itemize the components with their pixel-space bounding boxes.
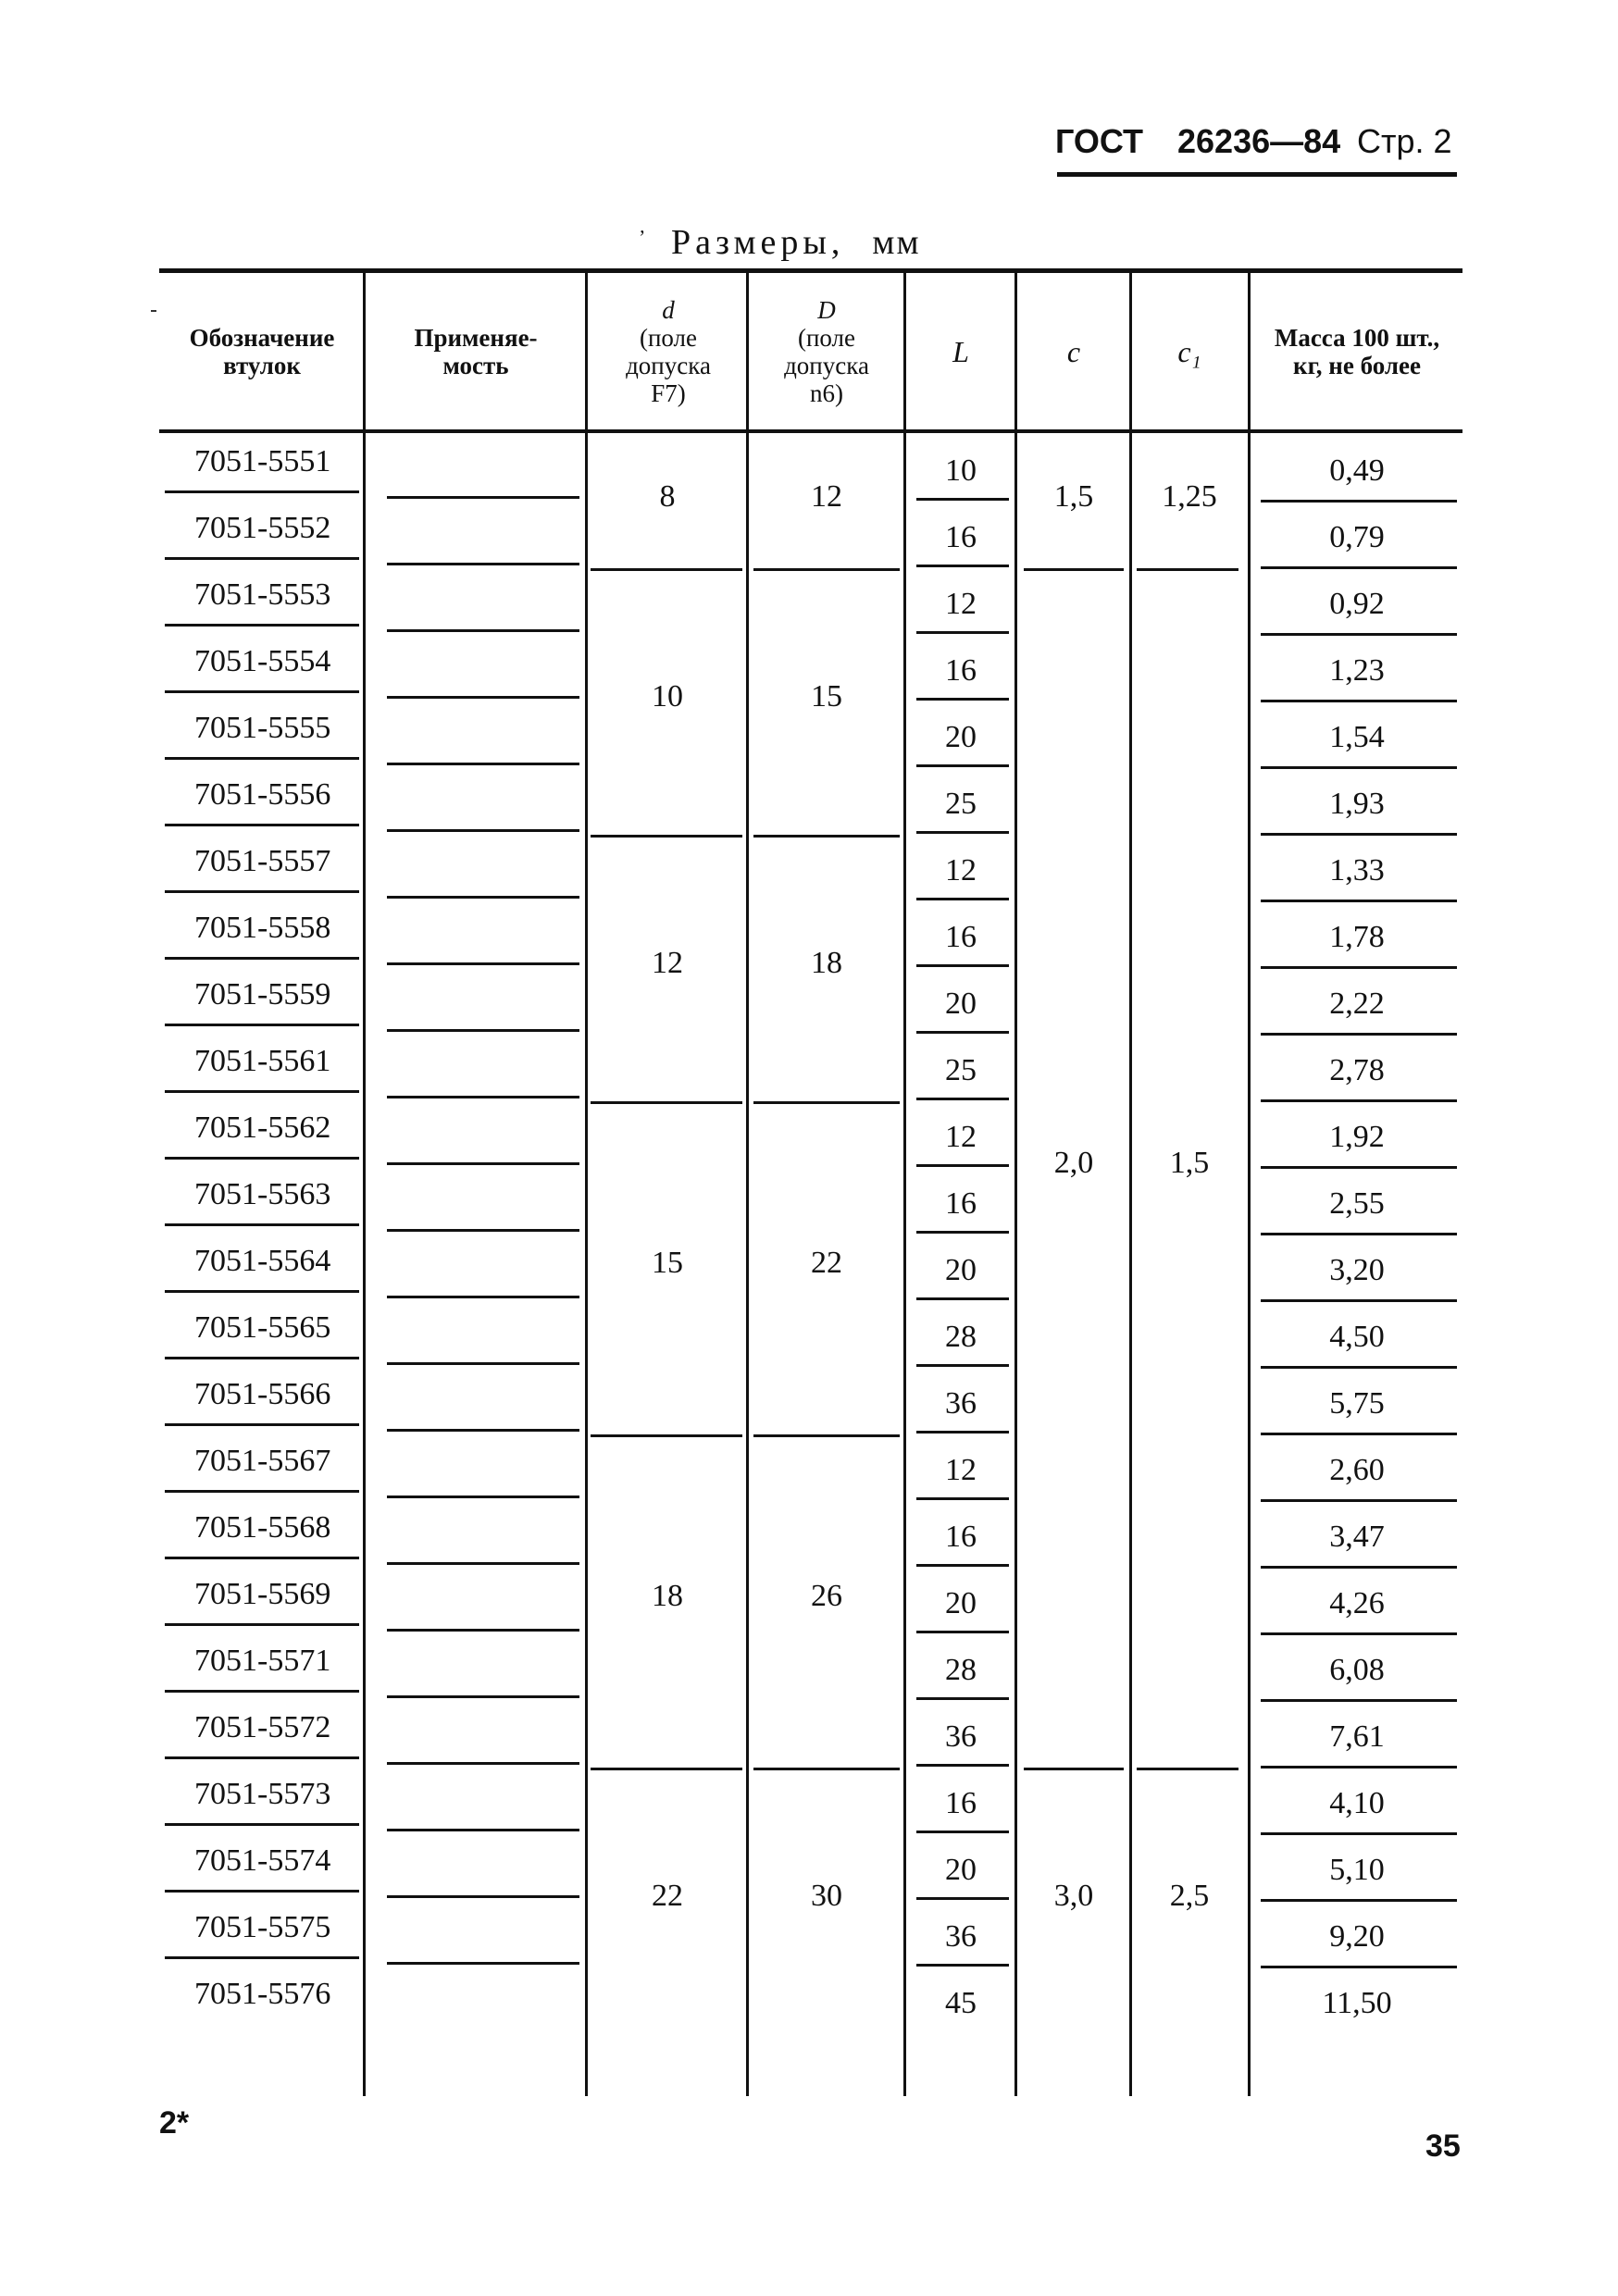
- bore-diameter-cell: 22: [652, 1879, 683, 1913]
- row-rule: [387, 629, 579, 632]
- row-rule: [165, 1956, 359, 1959]
- row-rule: [1261, 1166, 1457, 1169]
- row-rule: [916, 831, 1009, 834]
- row-rule: [1261, 833, 1457, 836]
- row-rule: [1261, 966, 1457, 969]
- chamfer-c1-cell: 2,5: [1169, 1879, 1210, 1913]
- row-rule: [387, 1362, 579, 1365]
- length-cell: 12: [945, 853, 977, 887]
- chamfer-c-cell: 2,0: [1053, 1146, 1094, 1180]
- row-rule: [916, 1231, 1009, 1234]
- header-symbol: c₁: [1177, 335, 1201, 368]
- row-rule: [165, 957, 359, 960]
- row-rule: [1261, 500, 1457, 503]
- group-rule: [1137, 1768, 1238, 1770]
- row-rule: [165, 1490, 359, 1493]
- row-rule: [165, 624, 359, 627]
- row-rule: [916, 1631, 1009, 1633]
- row-rule: [1261, 1299, 1457, 1302]
- header-symbol: L: [952, 335, 969, 368]
- row-rule: [1261, 1832, 1457, 1835]
- row-rule: [387, 1562, 579, 1565]
- chamfer-c-cell: 1,5: [1053, 479, 1094, 514]
- row-rule: [1261, 1966, 1457, 1968]
- page-signature: 2*: [159, 2105, 190, 2141]
- header-line: n6): [810, 379, 843, 407]
- row-rule: [916, 1964, 1009, 1967]
- standard-number: 26236—84: [1177, 122, 1341, 160]
- outer-diameter-cell: 15: [811, 679, 842, 714]
- row-rule: [165, 1357, 359, 1359]
- row-rule: [916, 1764, 1009, 1767]
- mass-cell: 5,75: [1329, 1386, 1385, 1421]
- bore-diameter-cell: 12: [652, 946, 683, 980]
- length-cell: 12: [945, 587, 977, 621]
- length-cell: 25: [945, 787, 977, 821]
- length-cell: 36: [945, 1919, 977, 1954]
- row-rule: [387, 563, 579, 565]
- gost-label: ГОСТ: [1055, 122, 1144, 160]
- row-rule: [916, 1564, 1009, 1567]
- row-rule: [1261, 1499, 1457, 1502]
- row-rule: [387, 1429, 579, 1432]
- length-cell: 16: [945, 1786, 977, 1820]
- length-cell: 16: [945, 920, 977, 954]
- row-rule: [916, 498, 1009, 501]
- header-symbol: d: [662, 296, 675, 324]
- mass-cell: 4,50: [1329, 1320, 1385, 1354]
- group-rule: [591, 1434, 742, 1437]
- mass-cell: 2,55: [1329, 1186, 1385, 1221]
- header-line: втулок: [223, 352, 301, 379]
- row-rule: [1261, 1632, 1457, 1635]
- row-rule: [165, 890, 359, 893]
- row-rule: [1261, 1366, 1457, 1369]
- header-line: F7): [651, 379, 686, 407]
- bore-diameter-cell: 18: [652, 1579, 683, 1613]
- designation-cell: 7051-5566: [194, 1377, 331, 1411]
- group-rule: [753, 1768, 900, 1770]
- header-line: Обозначение: [189, 324, 335, 352]
- header-symbol: c: [1066, 335, 1081, 368]
- header-line: (поле: [797, 324, 856, 352]
- row-rule: [387, 1895, 579, 1898]
- designation-cell: 7051-5569: [194, 1577, 331, 1611]
- row-rule: [387, 1029, 579, 1032]
- outer-diameter-cell: 22: [811, 1246, 842, 1280]
- header-symbol: D: [817, 296, 836, 324]
- row-rule: [1261, 1099, 1457, 1102]
- row-rule: [1261, 1233, 1457, 1235]
- group-rule: [753, 1101, 900, 1104]
- length-cell: 20: [945, 1853, 977, 1887]
- designation-cell: 7051-5573: [194, 1777, 331, 1811]
- row-rule: [387, 1829, 579, 1831]
- header-line: кг, не более: [1293, 352, 1421, 379]
- row-rule: [165, 824, 359, 826]
- row-rule: [165, 1557, 359, 1559]
- row-rule: [1261, 766, 1457, 769]
- length-cell: 16: [945, 1186, 977, 1221]
- group-rule: [1024, 1768, 1124, 1770]
- row-rule: [1261, 1033, 1457, 1036]
- row-rule: [916, 1897, 1009, 1900]
- row-rule: [165, 557, 359, 560]
- designation-cell: 7051-5553: [194, 577, 331, 612]
- length-cell: 45: [945, 1986, 977, 2020]
- outer-diameter-cell: 26: [811, 1579, 842, 1613]
- group-rule: [753, 1434, 900, 1437]
- row-rule: [387, 696, 579, 699]
- designation-cell: 7051-5551: [194, 444, 331, 478]
- row-rule: [165, 1090, 359, 1093]
- col-header-D: [750, 278, 903, 426]
- designation-cell: 7051-5563: [194, 1177, 331, 1211]
- mass-cell: 6,08: [1329, 1653, 1385, 1687]
- length-cell: 36: [945, 1719, 977, 1754]
- row-rule: [165, 690, 359, 693]
- row-rule: [1261, 1899, 1457, 1902]
- row-rule: [387, 496, 579, 499]
- designation-cell: 7051-5567: [194, 1444, 331, 1478]
- row-rule: [916, 898, 1009, 900]
- row-rule: [387, 763, 579, 765]
- length-cell: 36: [945, 1386, 977, 1421]
- designation-cell: 7051-5561: [194, 1044, 331, 1078]
- bore-diameter-cell: 8: [659, 479, 676, 514]
- row-rule: [387, 1496, 579, 1498]
- outer-diameter-cell: 18: [811, 946, 842, 980]
- stray-dot: [151, 310, 156, 312]
- mass-cell: 7,61: [1329, 1719, 1385, 1754]
- length-cell: 20: [945, 987, 977, 1021]
- row-rule: [165, 1024, 359, 1026]
- mass-cell: 3,47: [1329, 1520, 1385, 1554]
- header-line: Применяе-: [414, 324, 538, 352]
- row-rule: [165, 1623, 359, 1626]
- designation-cell: 7051-5565: [194, 1310, 331, 1345]
- designation-cell: 7051-5571: [194, 1644, 331, 1678]
- length-cell: 20: [945, 1253, 977, 1287]
- header-line: мость: [442, 352, 509, 379]
- length-cell: 12: [945, 1453, 977, 1487]
- row-rule: [165, 1823, 359, 1826]
- mass-cell: 2,78: [1329, 1053, 1385, 1087]
- mass-cell: 1,23: [1329, 653, 1385, 688]
- mass-cell: 4,26: [1329, 1586, 1385, 1620]
- length-cell: 20: [945, 1586, 977, 1620]
- row-rule: [916, 1098, 1009, 1100]
- header-line: (поле: [639, 324, 698, 352]
- table-top-rule: [159, 268, 1462, 273]
- group-rule: [1024, 568, 1124, 571]
- chamfer-c1-cell: 1,25: [1162, 479, 1217, 514]
- row-rule: [387, 829, 579, 832]
- header-bottom-rule: [159, 429, 1462, 433]
- row-rule: [387, 1229, 579, 1232]
- row-rule: [387, 1096, 579, 1098]
- group-rule: [591, 1101, 742, 1104]
- designation-cell: 7051-5574: [194, 1843, 331, 1878]
- mass-cell: 4,10: [1329, 1786, 1385, 1820]
- group-rule: [753, 568, 900, 571]
- col-header-c1: [1133, 278, 1246, 426]
- row-rule: [1261, 566, 1457, 569]
- row-rule: [916, 1031, 1009, 1034]
- col-header-L: [907, 278, 1014, 426]
- row-rule: [1261, 1566, 1457, 1569]
- row-rule: [916, 1497, 1009, 1500]
- row-rule: [1261, 633, 1457, 636]
- group-rule: [1137, 568, 1238, 571]
- caption-title: Размеры,: [671, 223, 845, 262]
- row-rule: [387, 1762, 579, 1765]
- designation-cell: 7051-5554: [194, 644, 331, 678]
- length-cell: 12: [945, 1120, 977, 1154]
- mass-cell: 1,78: [1329, 920, 1385, 954]
- designation-cell: 7051-5559: [194, 977, 331, 1011]
- mass-cell: 1,92: [1329, 1120, 1385, 1154]
- length-cell: 20: [945, 720, 977, 754]
- group-rule: [753, 835, 900, 838]
- length-cell: 10: [945, 453, 977, 488]
- page-number: 35: [1425, 2128, 1461, 2164]
- row-rule: [1261, 1699, 1457, 1702]
- header-line: допуска: [626, 352, 711, 379]
- table-caption: [671, 222, 921, 263]
- row-rule: [1261, 1766, 1457, 1769]
- col-rule: [746, 273, 749, 2096]
- row-rule: [165, 1423, 359, 1426]
- row-rule: [387, 1695, 579, 1698]
- row-rule: [916, 1164, 1009, 1167]
- row-rule: [165, 1890, 359, 1893]
- col-rule: [1248, 273, 1251, 2096]
- designation-cell: 7051-5552: [194, 511, 331, 545]
- row-rule: [916, 964, 1009, 967]
- bore-diameter-cell: 10: [652, 679, 683, 714]
- header-line: допуска: [784, 352, 869, 379]
- row-rule: [916, 764, 1009, 767]
- chamfer-c-cell: 3,0: [1053, 1879, 1094, 1913]
- mass-cell: 3,20: [1329, 1253, 1385, 1287]
- row-rule: [165, 1223, 359, 1226]
- outer-diameter-cell: 12: [811, 479, 842, 514]
- row-rule: [387, 1296, 579, 1298]
- mass-cell: 0,49: [1329, 453, 1385, 488]
- group-rule: [591, 835, 742, 838]
- row-rule: [916, 1431, 1009, 1433]
- col-header-d: [589, 278, 748, 426]
- header-rule: [1057, 172, 1457, 177]
- row-rule: [165, 757, 359, 760]
- row-rule: [165, 1157, 359, 1160]
- designation-cell: 7051-5568: [194, 1510, 331, 1545]
- col-rule: [585, 273, 588, 2096]
- row-rule: [165, 490, 359, 493]
- row-rule: [916, 631, 1009, 634]
- row-rule: [165, 1290, 359, 1293]
- length-cell: 28: [945, 1320, 977, 1354]
- mass-cell: 2,22: [1329, 987, 1385, 1021]
- designation-cell: 7051-5575: [194, 1910, 331, 1944]
- row-rule: [387, 1962, 579, 1965]
- row-rule: [165, 1756, 359, 1759]
- running-header: [1055, 122, 1462, 178]
- col-header-applicability: [367, 278, 585, 426]
- mass-cell: 1,33: [1329, 853, 1385, 887]
- designation-cell: 7051-5572: [194, 1710, 331, 1744]
- row-rule: [916, 1297, 1009, 1300]
- row-rule: [916, 1831, 1009, 1833]
- stray-mark: ʼ: [639, 226, 646, 249]
- row-rule: [1261, 700, 1457, 702]
- header-line: Масса 100 шт.,: [1274, 324, 1440, 352]
- group-rule: [591, 568, 742, 571]
- col-header-c: [1018, 278, 1129, 426]
- designation-cell: 7051-5564: [194, 1244, 331, 1278]
- row-rule: [916, 698, 1009, 701]
- row-rule: [1261, 1433, 1457, 1435]
- mass-cell: 0,79: [1329, 520, 1385, 554]
- mass-cell: 11,50: [1322, 1986, 1392, 2020]
- col-header-mass: [1251, 278, 1462, 426]
- designation-cell: 7051-5562: [194, 1111, 331, 1145]
- outer-diameter-cell: 30: [811, 1879, 842, 1913]
- page-label: Стр. 2: [1357, 122, 1452, 160]
- caption-unit: мм: [872, 223, 921, 262]
- mass-cell: 0,92: [1329, 587, 1385, 621]
- bore-diameter-cell: 15: [652, 1246, 683, 1280]
- length-cell: 25: [945, 1053, 977, 1087]
- length-cell: 28: [945, 1653, 977, 1687]
- col-rule: [903, 273, 906, 2096]
- designation-cell: 7051-5556: [194, 777, 331, 812]
- row-rule: [387, 896, 579, 899]
- mass-cell: 1,93: [1329, 787, 1385, 821]
- mass-cell: 5,10: [1329, 1853, 1385, 1887]
- group-rule: [591, 1768, 742, 1770]
- row-rule: [916, 565, 1009, 567]
- mass-cell: 2,60: [1329, 1453, 1385, 1487]
- col-rule: [1014, 273, 1017, 2096]
- row-rule: [387, 962, 579, 965]
- mass-cell: 1,54: [1329, 720, 1385, 754]
- row-rule: [165, 1690, 359, 1693]
- mass-cell: 9,20: [1329, 1919, 1385, 1954]
- length-cell: 16: [945, 653, 977, 688]
- col-header-designation: [163, 278, 361, 426]
- designation-cell: 7051-5555: [194, 711, 331, 745]
- row-rule: [387, 1629, 579, 1632]
- designation-cell: 7051-5558: [194, 911, 331, 945]
- designation-cell: 7051-5557: [194, 844, 331, 878]
- col-rule: [1129, 273, 1132, 2096]
- designation-cell: 7051-5576: [194, 1977, 331, 2011]
- row-rule: [387, 1162, 579, 1165]
- length-cell: 16: [945, 1520, 977, 1554]
- row-rule: [916, 1364, 1009, 1367]
- row-rule: [916, 1697, 1009, 1700]
- length-cell: 16: [945, 520, 977, 554]
- row-rule: [1261, 900, 1457, 902]
- chamfer-c1-cell: 1,5: [1169, 1146, 1210, 1180]
- col-rule: [363, 273, 366, 2096]
